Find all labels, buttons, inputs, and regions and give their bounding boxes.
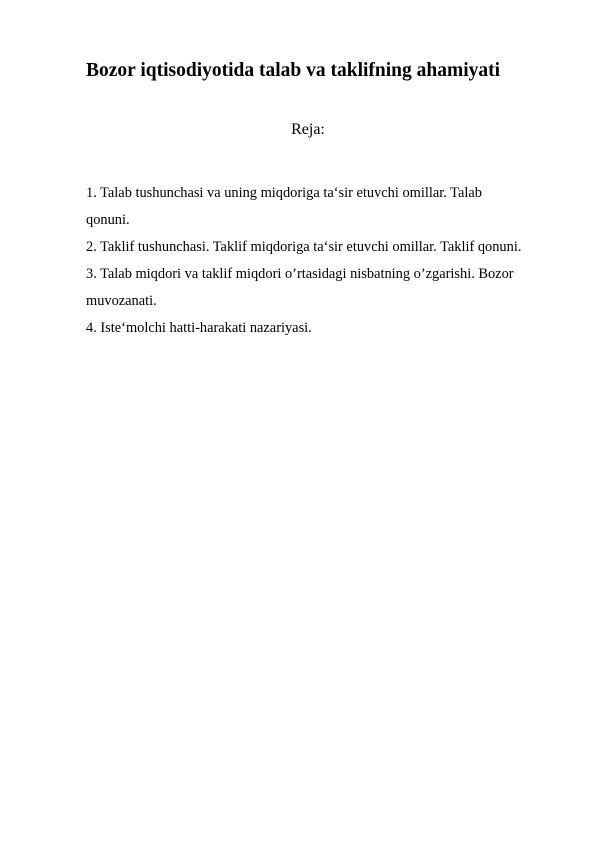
plan-item: 2. Taklif tushunchasi. Taklif miqdoriga ta‘sir etuvchi omillar. Taklif qonuni. — [86, 239, 522, 255]
plan-item: 4. Iste‘molchi hatti-harakati nazariyasi. — [86, 320, 312, 336]
plan-item: 1. Talab tushunchasi va uning miqdoriga ta‘sir etuvchi omillar. Talab qonuni. — [86, 185, 482, 228]
plan-item: 3. Talab miqdori va taklif miqdori o’rtasidagi nisbatning o’zgarishi. Bozor muvozanati. — [86, 266, 514, 309]
document-title: Bozor iqtisodiyotida talab va taklifning ahamiyati — [86, 60, 501, 81]
plan-heading: Reja: — [291, 121, 325, 138]
plan-list — [86, 180, 526, 342]
